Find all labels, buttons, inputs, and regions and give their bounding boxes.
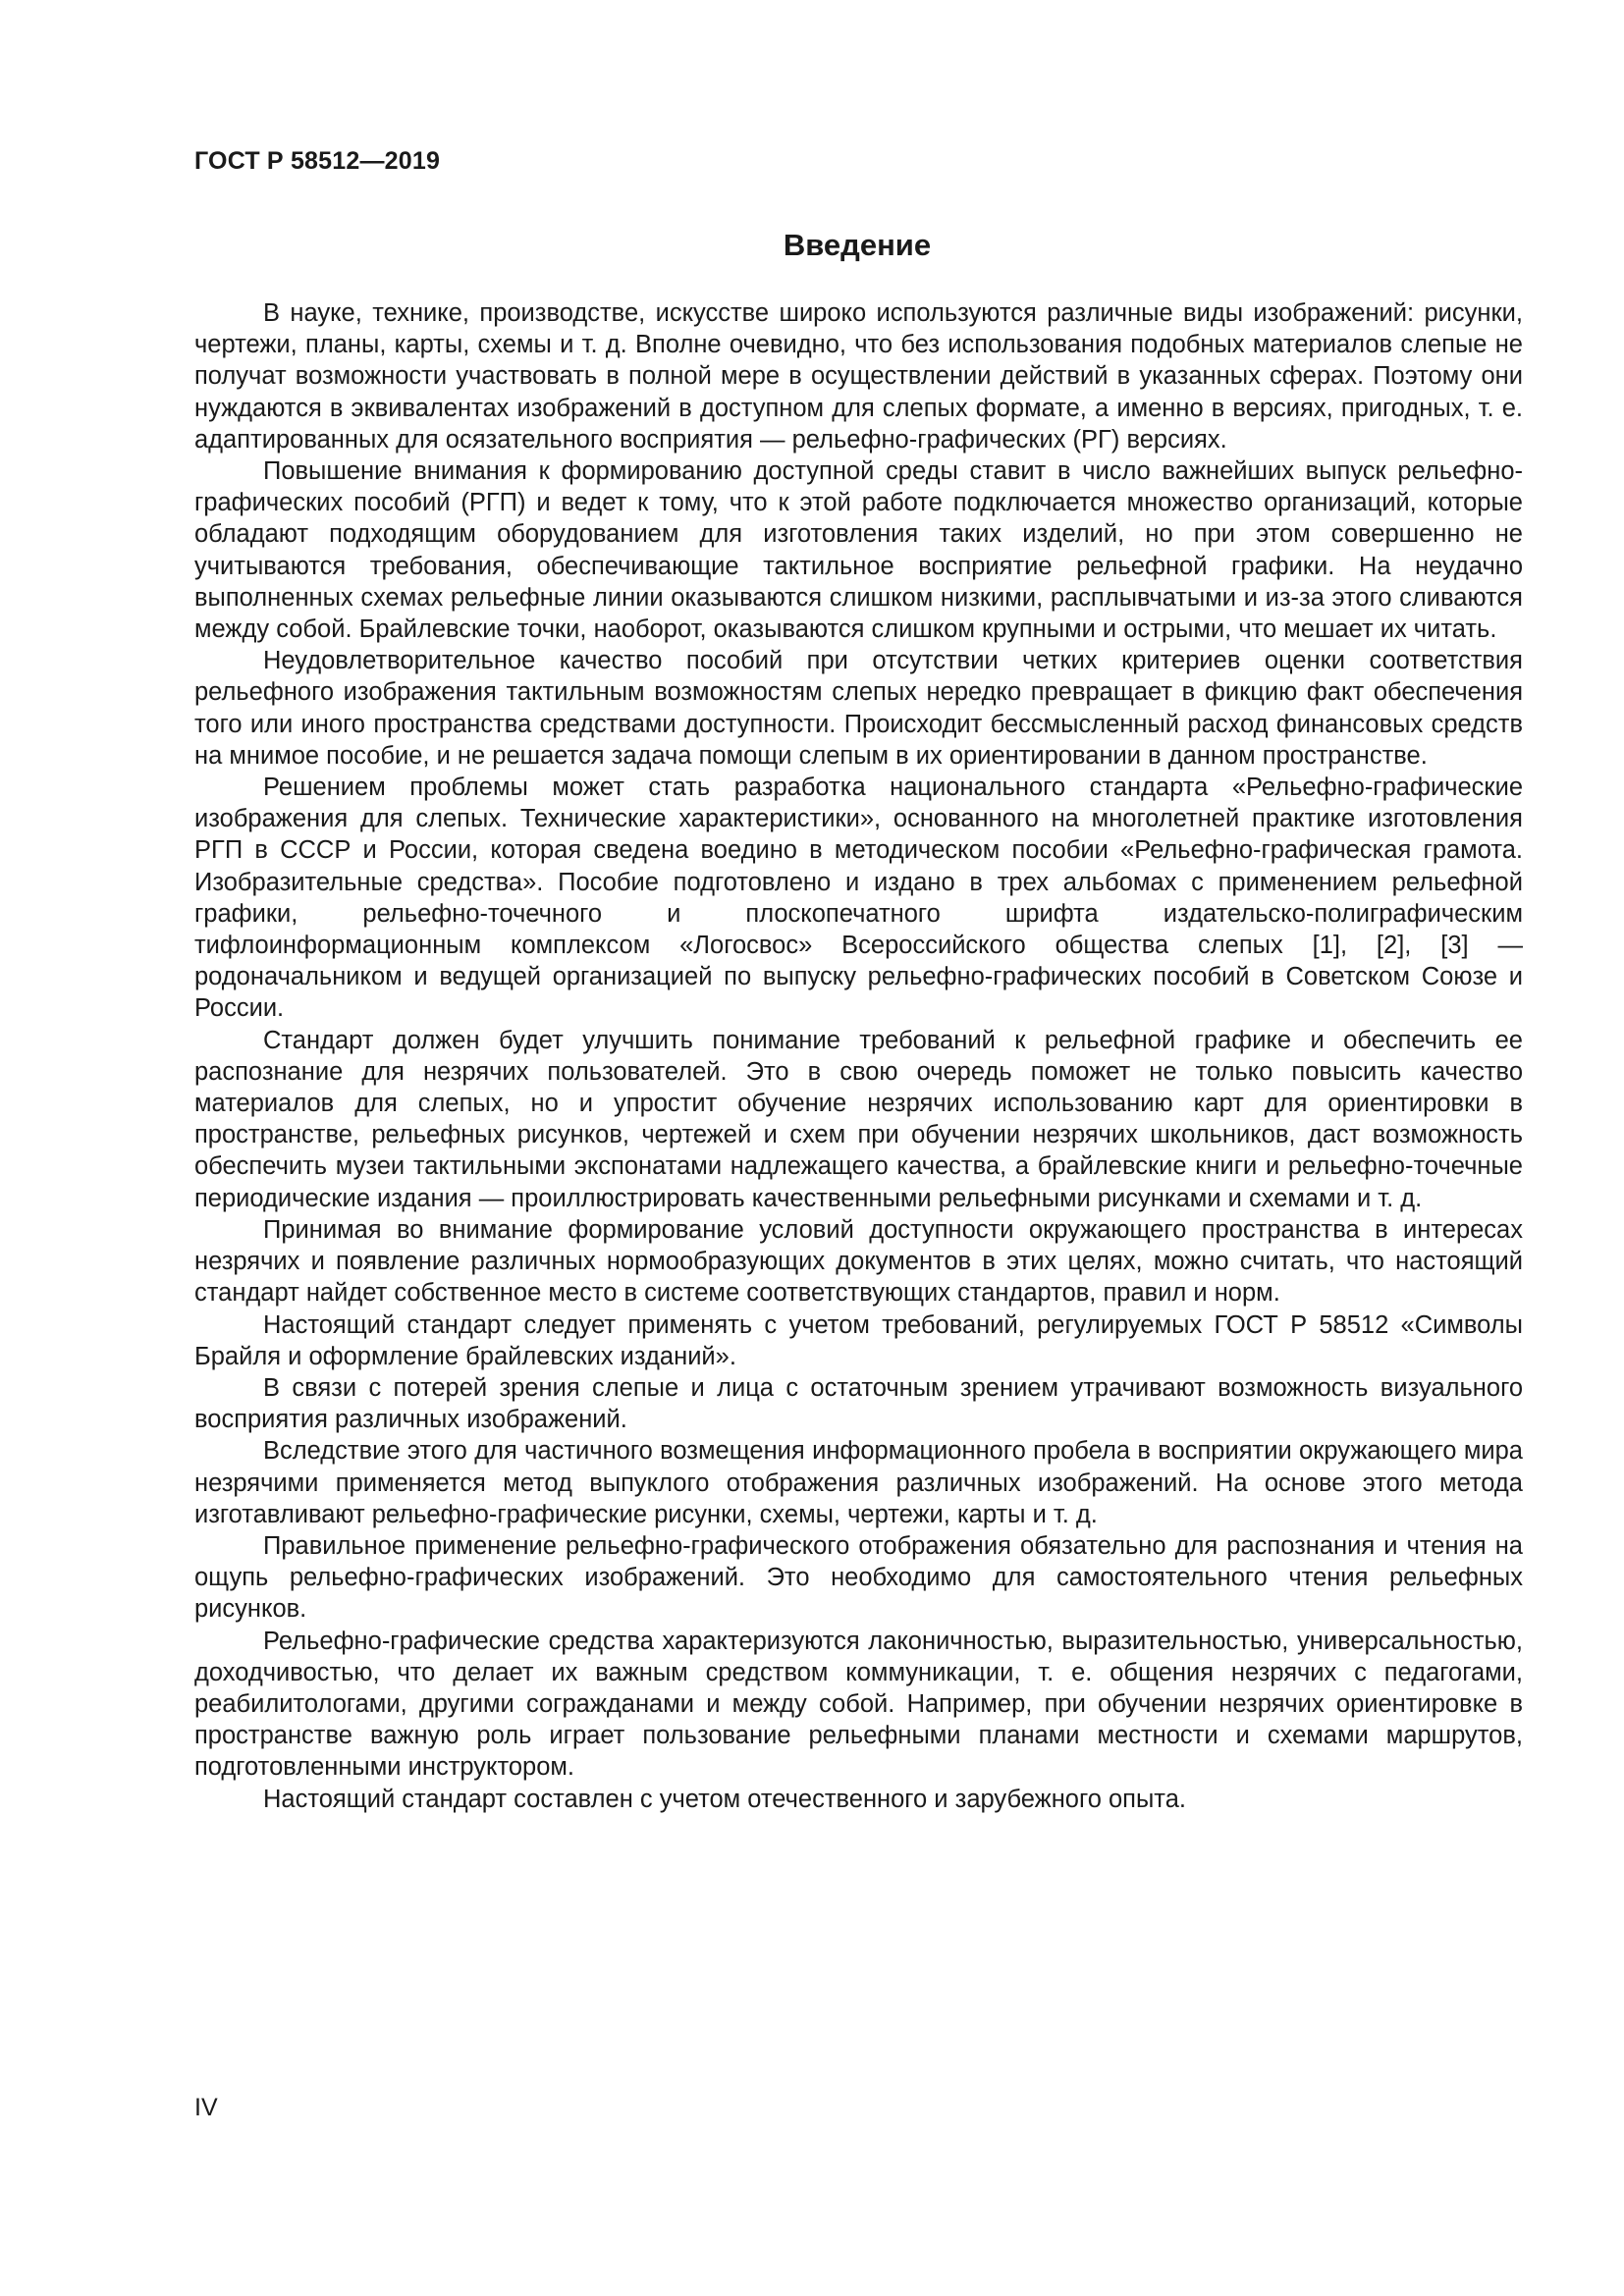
paragraph: Настоящий стандарт следует применять с учетом требований, регулируемых ГОСТ Р 58512 «Символы Брайля и оформление брайлевских изданий». — [194, 1310, 1523, 1370]
paragraph: В связи с потерей зрения слепые и лица с остаточным зрением утрачивают возможность визуального восприятия различных изображений. — [194, 1373, 1523, 1434]
page-number: IV — [194, 2094, 218, 2121]
paragraph: Принимая во внимание формирование условий доступности окружающего пространства в интересах незрячих и появление различных нормообразующих документов в этих целях, можно считать, что настоящий стандарт найдет собственное место в системе соответствующих стандартов, правил и норм. — [194, 1215, 1523, 1308]
paragraph: Настоящий стандарт составлен с учетом отечественного и зарубежного опыта. — [263, 1785, 1186, 1813]
paragraph: Стандарт должен будет улучшить понимание требований к рельефной графике и обеспечить ее распознание для незрячих пользователей. Это в свою очередь поможет не только повысить качество материалов для слепых, но и упростит обучение незрячих использованию карт для ориентировки в пространстве, рельефных рисунков, чертежей и схем при обучении незрячих школьников, даст возможность обеспечить музеи тактильными экспонатами надлежащего качества, а брайлевские книги и рельефно-точечные периодические издания — проиллюстрировать качественными рельефными рисунками и схемами и т. д. — [194, 1026, 1523, 1212]
paragraph: Вследствие этого для частичного возмещения информационного пробела в восприятии окружающего мира незрячими применяется метод выпуклого отображения различных изображений. На основе этого метода изготавливают рельефно-графические рисунки, схемы, чертежи, карты и т. д. — [194, 1437, 1523, 1528]
paragraph: В науке, технике, производстве, искусстве широко используются различные виды изображений: рисунки, чертежи, планы, карты, схемы и т. д. Вполне очевидно, что без использования подобных материалов слепые не получат возможности участвовать в полной мере в осуществлении действий в указанных сферах. Поэтому они нуждаются в эквивалентах изображений в доступном для слепых формате, а именно в версиях, пригодных, т. е. адаптированных для осязательного восприятия — рельефно-графических (РГ) версиях. — [194, 299, 1523, 454]
paragraph: Решением проблемы может стать разработка национального стандарта «Рельефно-графические изображения для слепых. Технические характеристики», основанного на многолетней практике изготовления РГП в СССР и России, которая сведена воедино в методическом пособии «Рельефно-графическая грамота. Изобразительные средства». Пособие подготовлено и издано в трех альбомах с применением рельефной графики, рельефно-точечного и плоскопечатного шрифта издательско-полиграфическим тифлоинформационным комплексом «Логосвос» Всероссийского общества слепых [1], [2], [3] — родоначальником и ведущей организацией по выпуску рельефно-графических пособий в Советском Союзе и России. — [194, 774, 1523, 1023]
paragraph: Неудовлетворительное качество пособий при отсутствии четких критериев оценки соответствия рельефного изображения тактильным возможностям слепых нередко превращает в фикцию факт обеспечения того или иного пространства средствами доступности. Происходит бессмысленный расход финансовых средств на мнимое пособие, и не решается задача помощи слепым в их ориентировании в данном пространстве. — [194, 647, 1523, 770]
paragraph: Правильное применение рельефно-графического отображения обязательно для распознания и чтения на ощупь рельефно-графических изображений. Это необходимо для самостоятельного чтения рельефных рисунков. — [194, 1531, 1523, 1624]
paragraph: Рельефно-графические средства характеризуются лаконичностью, выразительностью, универсальностью, доходчивостью, что делает их важным средством коммуникации, т. е. общения незрячих с педагогами, реабилитологами, другими согражданами и между собой. Например, при обучении незрячих ориентировке в пространстве важную роль играет пользование рельефными планами местности и схемами маршрутов, подготовленными инструктором. — [194, 1627, 1523, 1782]
body-text — [194, 297, 1523, 1815]
document-header: ГОСТ Р 58512—2019 — [194, 147, 441, 175]
paragraph: Повышение внимания к формированию доступной среды ставит в число важнейших выпуск рельефно-графических пособий (РГП) и ведет к тому, что к этой работе подключается множество организаций, которые обладают подходящим оборудованием для изготовления таких изделий, но при этом совершенно не учитываются требования, обеспечивающие тактильное восприятие рельефной графики. На неудачно выполненных схемах рельефные линии оказываются слишком низкими, расплывчатыми и из-за этого сливаются между собой. Брайлевские точки, наоборот, оказываются слишком крупными и острыми, что мешает их читать. — [194, 457, 1523, 644]
section-title: Введение — [783, 228, 932, 262]
